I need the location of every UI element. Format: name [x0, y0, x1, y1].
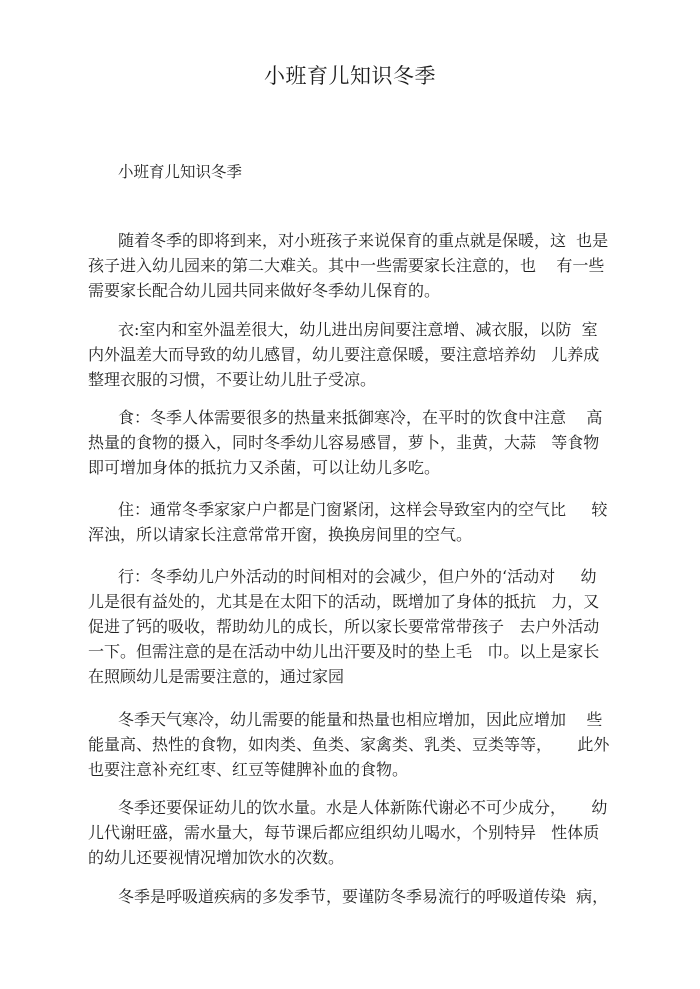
- paragraph-line: 随着冬季的即将到来，对小班孩子来说保育的重点就是保暖，这 也是: [118, 231, 609, 250]
- paragraph-line: 冬季天气寒冷，幼儿需要的能量和热量也相应增加，因此应增加 些: [118, 710, 603, 729]
- paragraph: [88, 317, 628, 392]
- paragraph-line: 一下。但需注意的是在活动中幼儿出汗要及时的垫上毛 巾。以上是家长: [88, 642, 600, 661]
- paragraph-line: 冬季是呼吸道疾病的多发季节，要谨防冬季易流行的呼吸道传染 病，: [118, 887, 609, 906]
- paragraph-line: 内外温差大而导致的幼儿感冒，幼儿要注意保暖，要注意培养幼 儿养成: [88, 345, 600, 364]
- paragraph-line: 在照顾幼儿是需要注意的，通过家园: [88, 667, 345, 686]
- page-title: 小班育儿知识冬季: [264, 64, 436, 88]
- paragraph: [88, 795, 628, 870]
- paragraph-line: 孩子进入幼儿园来的第二大难关。其中一些需要家长注意的，也 有一些: [88, 256, 605, 275]
- paragraph-line: 住：通常冬季家家户户都是门窗紧闭，这样会导致室内的空气比 较: [118, 500, 608, 519]
- paragraph: [88, 405, 628, 480]
- paragraph-line: 整理衣服的习惯，不要让幼儿肚子受凉。: [88, 370, 377, 389]
- paragraph-line: 衣:室内和室外温差很大，幼儿进出房间要注意增、减衣服，以防 室: [118, 320, 598, 339]
- paragraph-line: 也要注意补充红枣、红豆等健脾补血的食物。: [88, 760, 409, 779]
- paragraph-line: 行：冬季幼儿户外活动的时间相对的会减少，但户外的‘活动对 幼: [118, 567, 597, 586]
- paragraph-line: 浑浊，所以请家长注意常常开窗，换换房间里的空气。: [88, 525, 473, 544]
- section-subtitle: 小班育儿知识冬季: [118, 163, 243, 181]
- paragraph-line: 的幼儿还要视情况增加饮水的次数。: [88, 848, 345, 867]
- paragraph: [88, 564, 628, 689]
- paragraph-line: 儿代谢旺盛，需水量大，每节课后都应组织幼儿喝水，个别特异 性体质: [88, 823, 600, 842]
- paragraph-line: 即可增加身体的抵抗力又杀菌，可以让幼儿多吃。: [88, 458, 441, 477]
- paragraph-line: 需要家长配合幼儿园共同来做好冬季幼儿保育的。: [88, 281, 441, 300]
- paragraph-line: 热量的食物的摄入，同时冬季幼儿容易感冒，萝卜，韭黄，大蒜 等食物: [88, 433, 600, 452]
- paragraph: [88, 884, 628, 909]
- paragraph-line: 能量高、热性的食物，如肉类、鱼类、家禽类、乳类、豆类等等， 此外: [88, 735, 610, 754]
- paragraph-line: 儿是很有益处的，尤其是在太阳下的活动，既增加了身体的抵抗 力，又: [88, 592, 600, 611]
- paragraph-line: 促进了钙的吸收，帮助幼儿的成长，所以家长要常常带孩子 去户外活动: [88, 617, 600, 636]
- paragraph: [88, 497, 628, 547]
- paragraph: [88, 228, 628, 303]
- paragraph-line: 食：冬季人体需要很多的热量来抵御寒冷，在平时的饮食中注意 高: [118, 408, 603, 427]
- paragraph: [88, 707, 628, 782]
- paragraph-line: 冬季还要保证幼儿的饮水量。水是人体新陈代谢必不可少成分， 幼: [118, 798, 608, 817]
